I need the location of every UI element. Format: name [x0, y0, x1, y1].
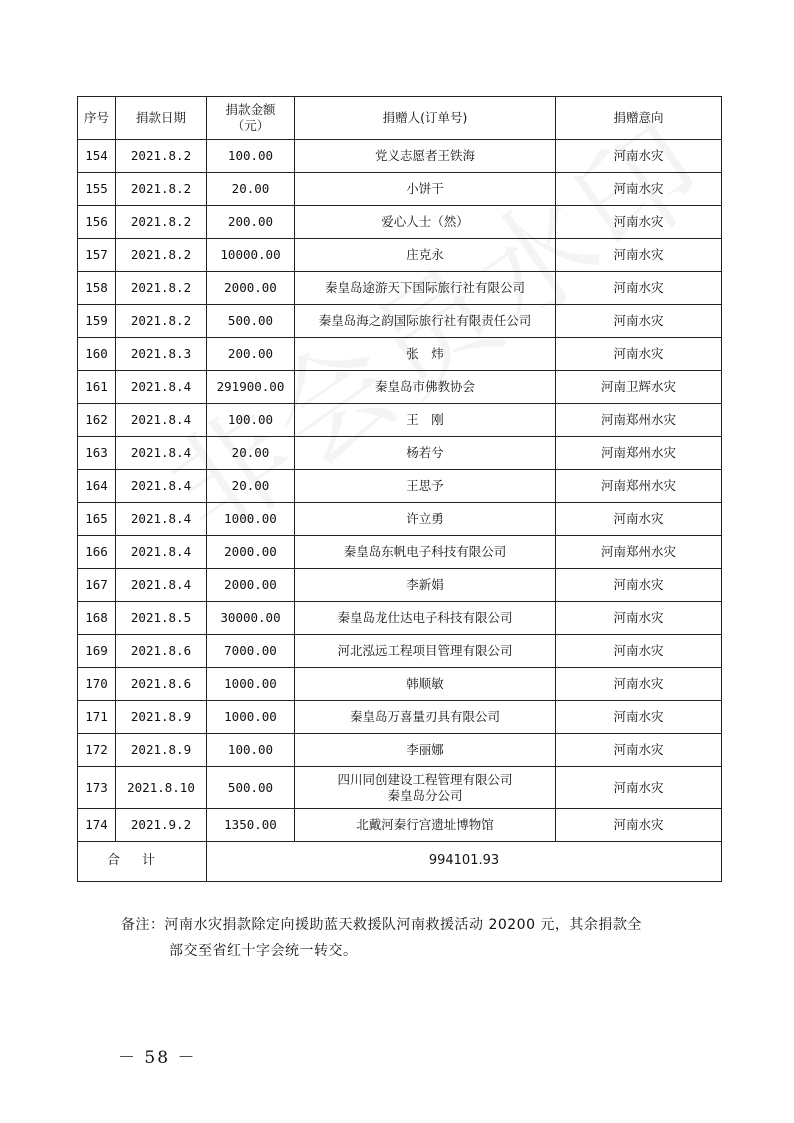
table-row [78, 734, 722, 767]
row-donor: 河北泓远工程项目管理有限公司 [295, 635, 556, 668]
row-donor: 秦皇岛东帆电子科技有限公司 [295, 536, 556, 569]
row-seq: 165 [78, 503, 116, 536]
table-row [78, 173, 722, 206]
header-amount-line1: 捐款金额 [225, 102, 276, 118]
row-donor: 张 炜 [295, 338, 556, 371]
table-row [78, 404, 722, 437]
row-amount: 1000.00 [207, 701, 295, 734]
row-intent: 河南水灾 [556, 809, 722, 842]
row-seq: 163 [78, 437, 116, 470]
row-amount: 100.00 [207, 734, 295, 767]
table-row [78, 272, 722, 305]
row-donor: 李丽娜 [295, 734, 556, 767]
page-number: － 58 － [118, 1048, 197, 1068]
row-donor: 秦皇岛龙仕达电子科技有限公司 [295, 602, 556, 635]
row-intent: 河南郑州水灾 [556, 437, 722, 470]
row-seq: 154 [78, 140, 116, 173]
row-seq: 168 [78, 602, 116, 635]
row-amount: 20.00 [207, 173, 295, 206]
row-amount: 200.00 [207, 206, 295, 239]
row-seq: 155 [78, 173, 116, 206]
row-amount: 1000.00 [207, 668, 295, 701]
table-row [78, 767, 722, 809]
row-seq: 162 [78, 404, 116, 437]
row-donor: 秦皇岛万喜量刃具有限公司 [295, 701, 556, 734]
row-amount: 100.00 [207, 140, 295, 173]
table-row [78, 140, 722, 173]
row-date: 2021.8.4 [116, 371, 207, 404]
row-intent: 河南水灾 [556, 569, 722, 602]
table-row [78, 635, 722, 668]
table-row [78, 668, 722, 701]
row-seq: 173 [78, 767, 116, 809]
row-amount: 1000.00 [207, 503, 295, 536]
row-intent: 河南卫辉水灾 [556, 371, 722, 404]
row-seq: 157 [78, 239, 116, 272]
row-seq: 169 [78, 635, 116, 668]
remark-line-1: 备注：河南水灾捐款除定向援助蓝天救援队河南救援活动 20200 元，其余捐款全 [121, 917, 642, 933]
row-amount: 20.00 [207, 437, 295, 470]
row-date: 2021.8.2 [116, 272, 207, 305]
table-row [78, 470, 722, 503]
row-amount: 20.00 [207, 470, 295, 503]
row-amount: 500.00 [207, 767, 295, 809]
row-intent: 河南水灾 [556, 206, 722, 239]
table-row [78, 809, 722, 842]
row-date: 2021.9.2 [116, 809, 207, 842]
row-donor: 韩顺敏 [295, 668, 556, 701]
row-date: 2021.8.2 [116, 206, 207, 239]
row-donor: 小饼干 [295, 173, 556, 206]
row-intent: 河南水灾 [556, 767, 722, 809]
row-donor: 李新娟 [295, 569, 556, 602]
row-date: 2021.8.4 [116, 536, 207, 569]
table-row [78, 371, 722, 404]
row-seq: 160 [78, 338, 116, 371]
total-value: 994101.93 [207, 842, 722, 882]
total-label: 合计 [78, 842, 207, 882]
row-amount: 291900.00 [207, 371, 295, 404]
row-intent: 河南水灾 [556, 305, 722, 338]
table-row [78, 503, 722, 536]
row-intent: 河南郑州水灾 [556, 536, 722, 569]
row-donor: 秦皇岛市佛教协会 [295, 371, 556, 404]
row-donor: 许立勇 [295, 503, 556, 536]
row-donor [295, 767, 556, 809]
remark-note [121, 912, 681, 964]
table-row [78, 602, 722, 635]
table-row [78, 338, 722, 371]
header-intent: 捐赠意向 [556, 97, 722, 140]
row-seq: 156 [78, 206, 116, 239]
table-row [78, 569, 722, 602]
row-donor: 爱心人士（然） [295, 206, 556, 239]
row-seq: 167 [78, 569, 116, 602]
row-amount: 2000.00 [207, 536, 295, 569]
row-date: 2021.8.5 [116, 602, 207, 635]
row-amount: 7000.00 [207, 635, 295, 668]
table-row [78, 239, 722, 272]
row-seq: 171 [78, 701, 116, 734]
row-amount: 10000.00 [207, 239, 295, 272]
row-intent: 河南水灾 [556, 701, 722, 734]
row-amount: 2000.00 [207, 569, 295, 602]
row-date: 2021.8.4 [116, 404, 207, 437]
row-date: 2021.8.10 [116, 767, 207, 809]
row-intent: 河南水灾 [556, 338, 722, 371]
row-date: 2021.8.2 [116, 173, 207, 206]
row-donor: 党义志愿者王铁海 [295, 140, 556, 173]
row-donor: 庄克永 [295, 239, 556, 272]
row-date: 2021.8.2 [116, 140, 207, 173]
row-intent: 河南郑州水灾 [556, 404, 722, 437]
row-donor-line1: 四川同创建设工程管理有限公司 [337, 771, 513, 787]
row-intent: 河南郑州水灾 [556, 470, 722, 503]
row-intent: 河南水灾 [556, 734, 722, 767]
row-amount: 2000.00 [207, 272, 295, 305]
table-header-row [78, 97, 722, 140]
row-donor: 王 刚 [295, 404, 556, 437]
row-seq: 172 [78, 734, 116, 767]
table-row [78, 536, 722, 569]
row-intent: 河南水灾 [556, 635, 722, 668]
row-date: 2021.8.9 [116, 701, 207, 734]
header-amount [207, 97, 295, 140]
row-date: 2021.8.6 [116, 668, 207, 701]
row-intent: 河南水灾 [556, 668, 722, 701]
row-amount: 500.00 [207, 305, 295, 338]
row-amount: 30000.00 [207, 602, 295, 635]
row-amount: 1350.00 [207, 809, 295, 842]
row-donor: 北戴河秦行宫遗址博物馆 [295, 809, 556, 842]
header-donor: 捐赠人(订单号) [295, 97, 556, 140]
row-seq: 170 [78, 668, 116, 701]
row-donor-line2: 秦皇岛分公司 [387, 787, 463, 803]
row-date: 2021.8.4 [116, 569, 207, 602]
remark-line-2: 部交至省红十字会统一转交。 [169, 943, 358, 959]
donation-table [77, 96, 722, 882]
row-intent: 河南水灾 [556, 239, 722, 272]
header-amount-line2: （元） [231, 118, 270, 133]
header-date: 捐款日期 [116, 97, 207, 140]
row-date: 2021.8.9 [116, 734, 207, 767]
table-row [78, 437, 722, 470]
row-donor: 秦皇岛海之韵国际旅行社有限责任公司 [295, 305, 556, 338]
table-row [78, 701, 722, 734]
row-donor: 王思予 [295, 470, 556, 503]
row-seq: 174 [78, 809, 116, 842]
row-date: 2021.8.2 [116, 305, 207, 338]
row-date: 2021.8.4 [116, 437, 207, 470]
table-row [78, 305, 722, 338]
row-seq: 164 [78, 470, 116, 503]
header-seq: 序号 [78, 97, 116, 140]
row-seq: 161 [78, 371, 116, 404]
row-intent: 河南水灾 [556, 173, 722, 206]
total-row [78, 842, 722, 882]
row-intent: 河南水灾 [556, 140, 722, 173]
row-seq: 159 [78, 305, 116, 338]
row-date: 2021.8.2 [116, 239, 207, 272]
row-date: 2021.8.6 [116, 635, 207, 668]
row-intent: 河南水灾 [556, 602, 722, 635]
row-amount: 100.00 [207, 404, 295, 437]
row-date: 2021.8.4 [116, 470, 207, 503]
row-intent: 河南水灾 [556, 503, 722, 536]
row-donor: 秦皇岛途游天下国际旅行社有限公司 [295, 272, 556, 305]
row-seq: 158 [78, 272, 116, 305]
row-donor: 杨若兮 [295, 437, 556, 470]
row-amount: 200.00 [207, 338, 295, 371]
row-date: 2021.8.4 [116, 503, 207, 536]
row-date: 2021.8.3 [116, 338, 207, 371]
row-intent: 河南水灾 [556, 272, 722, 305]
row-seq: 166 [78, 536, 116, 569]
table-row [78, 206, 722, 239]
